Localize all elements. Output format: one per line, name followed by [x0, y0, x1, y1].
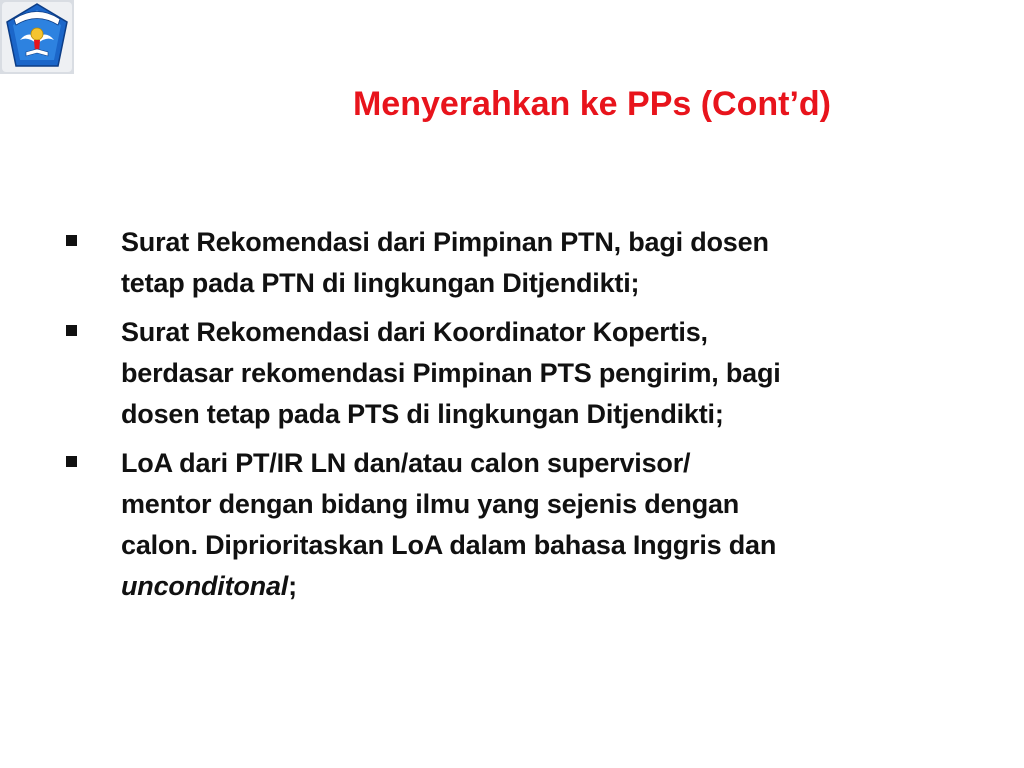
bullet-line: berdasar rekomendasi Pimpinan PTS pengirim, bagi: [121, 358, 781, 388]
square-bullet-icon: [66, 325, 77, 336]
bullet-item: [66, 443, 986, 607]
tut-wuri-handayani-emblem-icon: [0, 0, 74, 74]
bullet-item: [66, 312, 986, 435]
bullet-line-last: [121, 566, 986, 607]
slide-title: Menyerahkan ke PPs (Cont’d): [352, 85, 831, 123]
bullet-line: calon. Diprioritaskan LoA dalam bahasa Inggris dan: [121, 530, 777, 560]
square-bullet-icon: [66, 235, 77, 246]
bullet-list: [66, 222, 986, 615]
bullet-line: Surat Rekomendasi dari Pimpinan PTN, bagi dosen: [121, 227, 769, 257]
square-bullet-icon: [66, 456, 77, 467]
line-end-punctuation: ;: [288, 571, 297, 601]
bullet-line: tetap pada PTN di lingkungan Ditjendikti;: [121, 268, 640, 298]
bullet-line: dosen tetap pada PTS di lingkungan Ditjendikti;: [121, 399, 724, 429]
italic-term: unconditonal: [121, 571, 289, 601]
bullet-line: mentor dengan bidang ilmu yang sejenis dengan: [121, 489, 740, 519]
bullet-line: Surat Rekomendasi dari Koordinator Kopertis,: [121, 317, 708, 347]
bullet-line: LoA dari PT/IR LN dan/atau calon supervisor/: [121, 448, 691, 478]
bullet-item: [66, 222, 986, 304]
